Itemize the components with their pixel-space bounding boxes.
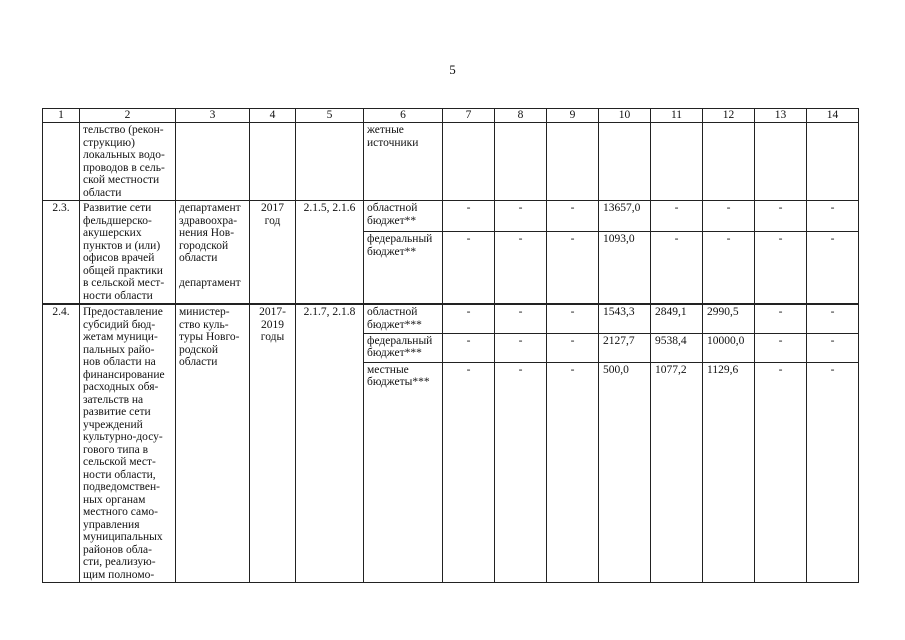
- cell-value-14: -: [807, 232, 859, 304]
- col-header-13: 13: [755, 109, 807, 123]
- cell-name: Развитие сети фельдшерско- акушерских пунктов и (или) офисов врачей общей практики в сельской мест- ности области: [80, 201, 176, 305]
- cell-value-7: -: [443, 304, 495, 333]
- cell-source: федеральный бюджет***: [364, 333, 443, 362]
- cell-empty: [443, 123, 495, 201]
- col-header-9: 9: [547, 109, 599, 123]
- cell-empty: [495, 123, 547, 201]
- page-number: 5: [449, 62, 456, 77]
- cell-value-12: -: [703, 232, 755, 304]
- cell-value-10: 13657,0: [599, 201, 651, 232]
- col-header-14: 14: [807, 109, 859, 123]
- col-header-5: 5: [296, 109, 364, 123]
- cell-empty: [651, 123, 703, 201]
- col-header-6: 6: [364, 109, 443, 123]
- cell-empty: [547, 123, 599, 201]
- cell-value-11: -: [651, 232, 703, 304]
- cell-source: областной бюджет***: [364, 304, 443, 333]
- table-row-2-4: [43, 304, 859, 333]
- col-header-11: 11: [651, 109, 703, 123]
- cell-executor: [176, 123, 250, 201]
- col-header-2: 2: [80, 109, 176, 123]
- cell-value-9: -: [547, 201, 599, 232]
- cell-value-14: -: [807, 333, 859, 362]
- cell-value-10: 2127,7: [599, 333, 651, 362]
- cell-value-13: -: [755, 304, 807, 333]
- cell-value-12: 2990,5: [703, 304, 755, 333]
- cell-value-9: -: [547, 304, 599, 333]
- cell-value-8: -: [495, 362, 547, 583]
- cell-empty: [599, 123, 651, 201]
- cell-value-14: -: [807, 201, 859, 232]
- col-header-1: 1: [43, 109, 80, 123]
- table-row-continuation: [43, 123, 859, 201]
- col-header-10: 10: [599, 109, 651, 123]
- cell-value-13: -: [755, 201, 807, 232]
- col-header-8: 8: [495, 109, 547, 123]
- cell-empty: [703, 123, 755, 201]
- cell-value-9: -: [547, 362, 599, 583]
- cell-value-7: -: [443, 333, 495, 362]
- cell-num: [43, 123, 80, 201]
- cell-source: местные бюджеты***: [364, 362, 443, 583]
- cell-executor: департамент здравоохра- нения Нов- городской области департамент: [176, 201, 250, 305]
- cell-empty: [807, 123, 859, 201]
- cell-value-10: 500,0: [599, 362, 651, 583]
- cell-value-13: -: [755, 232, 807, 304]
- cell-value-8: -: [495, 333, 547, 362]
- col-header-7: 7: [443, 109, 495, 123]
- cell-indicator: [296, 123, 364, 201]
- cell-source: областной бюджет**: [364, 201, 443, 232]
- cell-name: тельство (рекон- струкцию) локальных водо- проводов в сель- ской местности области: [80, 123, 176, 201]
- cell-value-8: -: [495, 232, 547, 304]
- cell-value-12: -: [703, 201, 755, 232]
- cell-value-11: -: [651, 201, 703, 232]
- cell-num: 2.3.: [43, 201, 80, 305]
- cell-value-14: -: [807, 362, 859, 583]
- cell-value-11: 1077,2: [651, 362, 703, 583]
- cell-value-10: 1093,0: [599, 232, 651, 304]
- cell-value-9: -: [547, 333, 599, 362]
- cell-value-7: -: [443, 201, 495, 232]
- cell-term: 2017- 2019 годы: [250, 304, 296, 583]
- cell-term: [250, 123, 296, 201]
- col-header-12: 12: [703, 109, 755, 123]
- cell-value-11: 2849,1: [651, 304, 703, 333]
- cell-value-9: -: [547, 232, 599, 304]
- cell-indicator: 2.1.7, 2.1.8: [296, 304, 364, 583]
- col-header-4: 4: [250, 109, 296, 123]
- cell-name: Предоставление субсидий бюд- жетам муници- пальных райо- нов области на финансирование расходных обя- зательств на развитие сети учреждений культурно-досу- гового типа в сельской мест- ности области, подведомствен- ных органам местного само- управления муниципальных районов обла- сти, реализую- щим полномо-: [80, 304, 176, 583]
- cell-value-8: -: [495, 304, 547, 333]
- cell-value-10: 1543,3: [599, 304, 651, 333]
- cell-empty: [755, 123, 807, 201]
- cell-num: 2.4.: [43, 304, 80, 583]
- cell-value-11: 9538,4: [651, 333, 703, 362]
- cell-value-12: 10000,0: [703, 333, 755, 362]
- header-row: [43, 109, 859, 123]
- cell-value-13: -: [755, 333, 807, 362]
- cell-value-13: -: [755, 362, 807, 583]
- cell-executor: министер- ство куль- туры Новго- родской области: [176, 304, 250, 583]
- cell-value-7: -: [443, 232, 495, 304]
- cell-indicator: 2.1.5, 2.1.6: [296, 201, 364, 305]
- cell-term: 2017 год: [250, 201, 296, 305]
- cell-value-8: -: [495, 201, 547, 232]
- cell-value-12: 1129,6: [703, 362, 755, 583]
- cell-value-14: -: [807, 304, 859, 333]
- cell-source: федеральный бюджет**: [364, 232, 443, 304]
- cell-source: жетные источники: [364, 123, 443, 201]
- col-header-3: 3: [176, 109, 250, 123]
- table-row-2-3: [43, 201, 859, 232]
- program-table: [42, 108, 859, 583]
- cell-value-7: -: [443, 362, 495, 583]
